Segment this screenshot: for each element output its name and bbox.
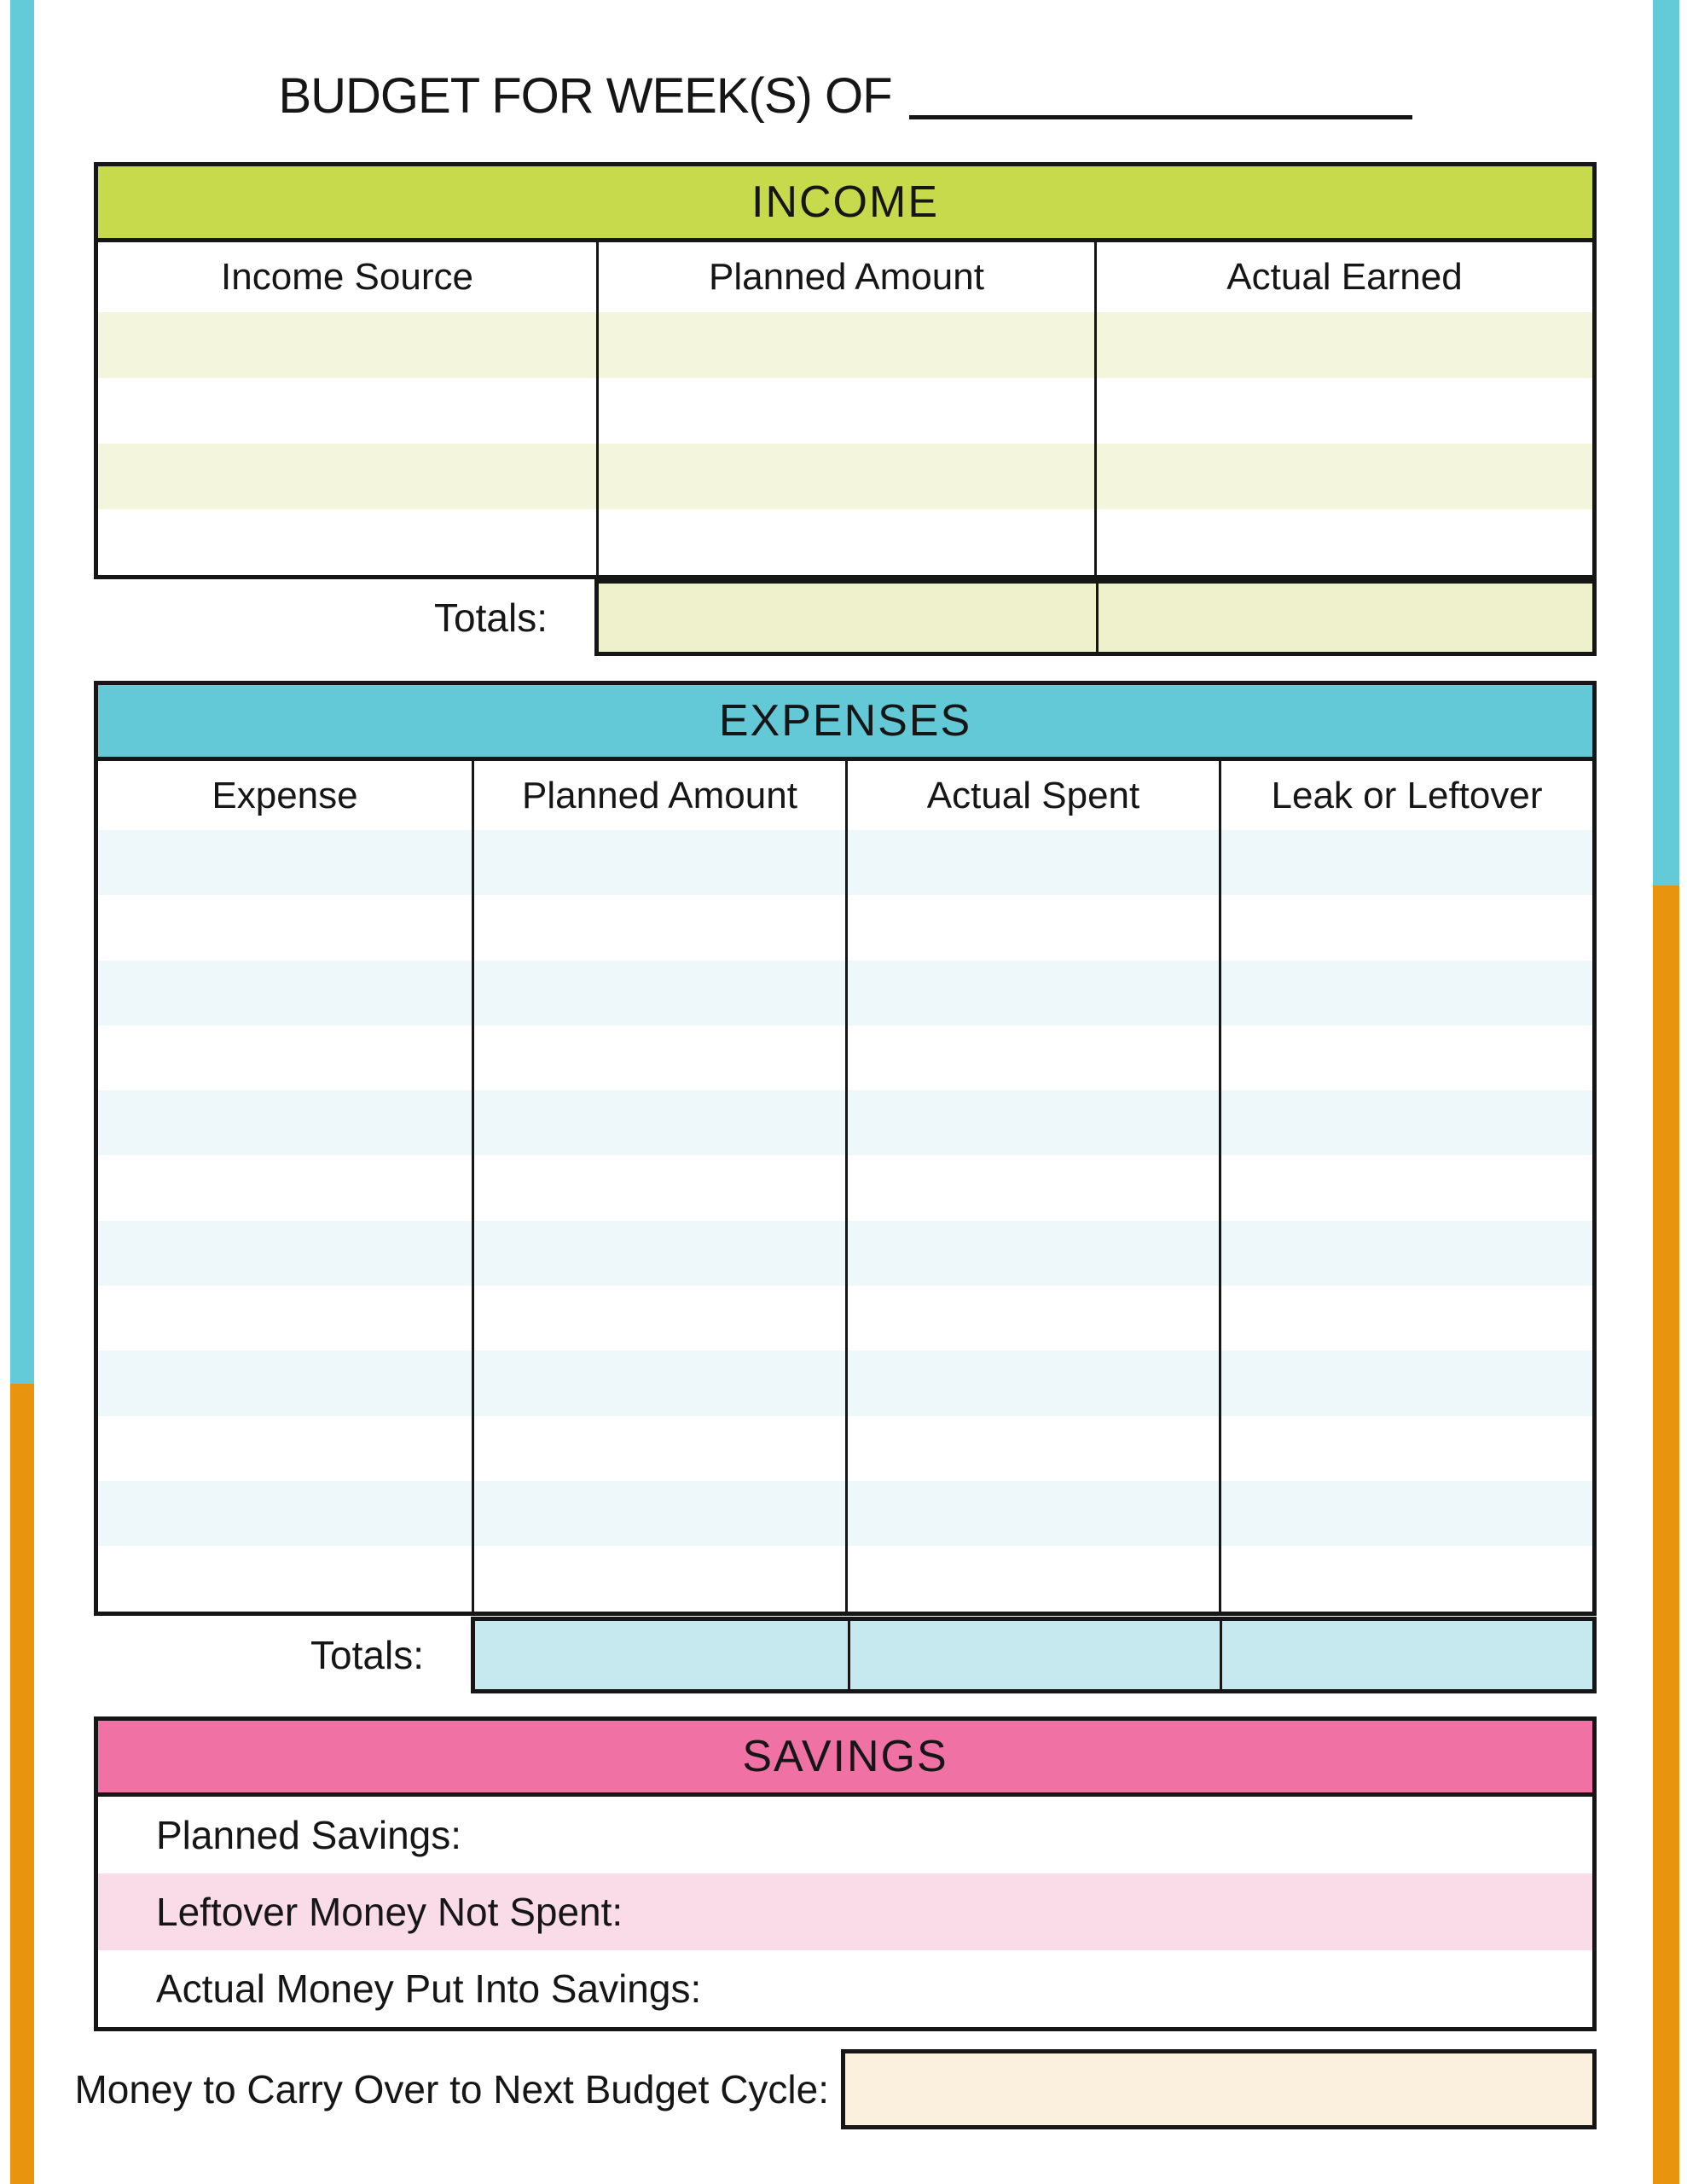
blank-cell[interactable] bbox=[98, 509, 596, 575]
title-fill-in-blank-line[interactable] bbox=[909, 115, 1412, 119]
blank-cell[interactable] bbox=[98, 830, 472, 895]
blank-cell[interactable] bbox=[845, 1546, 1219, 1611]
income-totals-label: Totals: bbox=[434, 595, 548, 640]
blank-cell[interactable] bbox=[1219, 1546, 1592, 1611]
expenses-col-header-planned: Planned Amount bbox=[472, 761, 845, 830]
blank-cell[interactable] bbox=[1094, 509, 1592, 575]
blank-cell[interactable] bbox=[98, 1416, 472, 1481]
blank-cell[interactable] bbox=[98, 444, 596, 509]
blank-cell[interactable] bbox=[98, 312, 596, 378]
blank-cell[interactable] bbox=[472, 1221, 845, 1286]
savings-table bbox=[94, 1716, 1597, 2031]
expenses-totals-cells bbox=[471, 1617, 1597, 1693]
savings-row-actual[interactable] bbox=[98, 1950, 1592, 2027]
income-totals-cells bbox=[594, 579, 1597, 656]
blank-cell[interactable] bbox=[1094, 444, 1592, 509]
blank-cell[interactable] bbox=[98, 378, 596, 444]
expenses-col-header-expense: Expense bbox=[212, 774, 358, 816]
expenses-planned-total-cell[interactable] bbox=[475, 1621, 848, 1689]
blank-cell[interactable] bbox=[845, 830, 1219, 895]
blank-cell[interactable] bbox=[1094, 312, 1592, 378]
blank-cell[interactable] bbox=[472, 1546, 845, 1611]
blank-cell[interactable] bbox=[1219, 1481, 1592, 1546]
income-section-header: INCOME bbox=[98, 166, 1592, 242]
expense-blank-row bbox=[98, 830, 1592, 895]
blank-cell[interactable] bbox=[845, 1286, 1219, 1350]
expense-blank-row bbox=[98, 1416, 1592, 1481]
blank-cell[interactable] bbox=[98, 1025, 472, 1090]
income-col-header-planned: Planned Amount bbox=[596, 242, 1094, 312]
blank-cell[interactable] bbox=[1219, 1025, 1592, 1090]
blank-cell[interactable] bbox=[845, 1090, 1219, 1155]
expense-blank-row bbox=[98, 1286, 1592, 1350]
blank-cell[interactable] bbox=[98, 895, 472, 960]
expenses-table bbox=[94, 681, 1597, 1616]
blank-cell[interactable] bbox=[472, 961, 845, 1025]
blank-cell[interactable] bbox=[472, 895, 845, 960]
blank-cell[interactable] bbox=[1219, 1416, 1592, 1481]
blank-cell[interactable] bbox=[1219, 961, 1592, 1025]
blank-cell[interactable] bbox=[1219, 1350, 1592, 1415]
blank-cell[interactable] bbox=[472, 830, 845, 895]
blank-cell[interactable] bbox=[472, 1481, 845, 1546]
blank-cell[interactable] bbox=[98, 1286, 472, 1350]
blank-cell[interactable] bbox=[472, 1155, 845, 1220]
blank-cell[interactable] bbox=[472, 1286, 845, 1350]
income-blank-row bbox=[98, 378, 1592, 444]
savings-actual-label: Actual Money Put Into Savings: bbox=[156, 1966, 702, 2011]
blank-cell[interactable] bbox=[1219, 1155, 1592, 1220]
income-column-headers bbox=[98, 242, 1592, 312]
expense-blank-row bbox=[98, 1546, 1592, 1611]
expenses-totals-row bbox=[94, 1617, 1597, 1693]
income-col-header-actual: Actual Earned bbox=[1094, 242, 1592, 312]
blank-cell[interactable] bbox=[472, 1090, 845, 1155]
carryover-label: Money to Carry Over to Next Budget Cycle: bbox=[74, 2067, 829, 2111]
expenses-spent-total-cell[interactable] bbox=[848, 1621, 1220, 1689]
income-totals-row bbox=[94, 579, 1597, 656]
expenses-section-header: EXPENSES bbox=[98, 685, 1592, 761]
right-accent-stripe-teal bbox=[1653, 0, 1679, 886]
expense-blank-row bbox=[98, 1221, 1592, 1286]
expense-blank-row bbox=[98, 1090, 1592, 1155]
income-blank-row bbox=[98, 312, 1592, 378]
blank-cell[interactable] bbox=[1219, 1221, 1592, 1286]
blank-cell[interactable] bbox=[98, 1481, 472, 1546]
expense-blank-row bbox=[98, 1481, 1592, 1546]
blank-cell[interactable] bbox=[1219, 1090, 1592, 1155]
page-title bbox=[94, 60, 1597, 125]
blank-cell[interactable] bbox=[596, 312, 1094, 378]
savings-row-leftover[interactable] bbox=[98, 1873, 1592, 1950]
blank-cell[interactable] bbox=[845, 1481, 1219, 1546]
blank-cell[interactable] bbox=[596, 444, 1094, 509]
left-accent-stripe-teal bbox=[10, 0, 34, 1384]
expense-blank-row bbox=[98, 895, 1592, 960]
expenses-totals-label: Totals: bbox=[310, 1633, 424, 1677]
expenses-leak-total-cell[interactable] bbox=[1220, 1621, 1592, 1689]
right-accent-stripe-orange bbox=[1653, 886, 1679, 2184]
expenses-column-headers bbox=[98, 761, 1592, 830]
blank-cell[interactable] bbox=[845, 1155, 1219, 1220]
blank-cell[interactable] bbox=[98, 1090, 472, 1155]
savings-planned-label: Planned Savings: bbox=[156, 1813, 462, 1857]
blank-cell[interactable] bbox=[1219, 1286, 1592, 1350]
blank-cell[interactable] bbox=[596, 509, 1094, 575]
income-blank-row bbox=[98, 444, 1592, 509]
expenses-col-header-leak: Leak or Leftover bbox=[1219, 761, 1592, 830]
expense-blank-row bbox=[98, 1350, 1592, 1415]
blank-cell[interactable] bbox=[845, 1221, 1219, 1286]
blank-cell[interactable] bbox=[845, 1025, 1219, 1090]
blank-cell[interactable] bbox=[845, 1416, 1219, 1481]
expense-blank-row bbox=[98, 1155, 1592, 1220]
blank-cell[interactable] bbox=[98, 1546, 472, 1611]
expense-blank-row bbox=[98, 961, 1592, 1025]
savings-section-header: SAVINGS bbox=[98, 1721, 1592, 1797]
blank-cell[interactable] bbox=[98, 1155, 472, 1220]
income-planned-total-cell[interactable] bbox=[599, 584, 1096, 652]
blank-cell[interactable] bbox=[845, 895, 1219, 960]
left-accent-stripe-orange bbox=[10, 1384, 34, 2184]
blank-cell[interactable] bbox=[1219, 830, 1592, 895]
carryover-amount-box[interactable] bbox=[841, 2049, 1597, 2129]
blank-cell[interactable] bbox=[1094, 378, 1592, 444]
savings-row-planned[interactable] bbox=[98, 1797, 1592, 1873]
blank-cell[interactable] bbox=[1219, 895, 1592, 960]
expenses-col-header-spent: Actual Spent bbox=[845, 761, 1219, 830]
blank-cell[interactable] bbox=[596, 378, 1094, 444]
blank-cell[interactable] bbox=[472, 1350, 845, 1415]
blank-cell[interactable] bbox=[98, 961, 472, 1025]
income-blank-row bbox=[98, 509, 1592, 575]
income-col-header-source: Income Source bbox=[221, 256, 473, 298]
blank-cell[interactable] bbox=[98, 1350, 472, 1415]
page-title-text: BUDGET FOR WEEK(S) OF bbox=[278, 68, 892, 124]
income-actual-total-cell[interactable] bbox=[1096, 584, 1593, 652]
blank-cell[interactable] bbox=[845, 1350, 1219, 1415]
blank-cell[interactable] bbox=[472, 1025, 845, 1090]
expense-blank-row bbox=[98, 1025, 1592, 1090]
savings-leftover-label: Leftover Money Not Spent: bbox=[156, 1890, 623, 1934]
income-table bbox=[94, 162, 1597, 579]
blank-cell[interactable] bbox=[98, 1221, 472, 1286]
blank-cell[interactable] bbox=[845, 961, 1219, 1025]
blank-cell[interactable] bbox=[472, 1416, 845, 1481]
